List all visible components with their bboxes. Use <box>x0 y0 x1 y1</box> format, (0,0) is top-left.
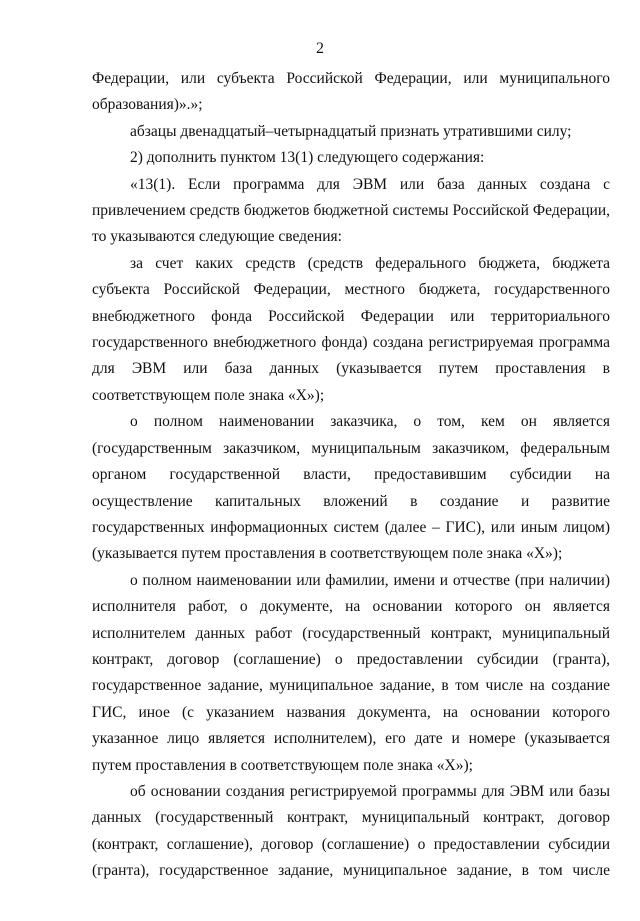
paragraph-continuation: Федерации, или субъекта Российской Федерации, или муниципального образования)».»; <box>92 70 610 114</box>
paragraph-customer: о полном наименовании заказчика, о том, кем он является (государственным заказчиком, муниципальным заказчиком, федеральным органом государственной власти, предоставившим субсидии на осуществление капитальных вложений в создание и развитие государственных информационных систем (далее – ГИС), или иным лицом) (указывается путем проставления в соответствующем поле знака «Х»); <box>92 413 610 563</box>
paragraph-funding-source: за счет каких средств (средств федерального бюджета, бюджета субъекта Российской Федерации, местного бюджета, государственного внебюджетного фонда Российской Федерации или территориального государственного внебюджетного фонда) создана регистрируемая программа для ЭВМ или база данных (указывается путем проставления в соответствующем поле знака «Х»); <box>92 254 610 404</box>
page-number: 2 <box>316 40 324 57</box>
paragraph-amendment-intro: 2) дополнить пунктом 13(1) следующего содержания: <box>130 149 485 167</box>
document-body <box>92 66 610 885</box>
paragraph-repeal: абзацы двенадцатый–четырнадцатый признать утратившими силу; <box>130 122 572 140</box>
paragraph-contractor: о полном наименовании или фамилии, имени и отчестве (при наличии) исполнителя работ, о документе, на основании которого он является исполнителем данных работ (государственный контракт, муниципальный контракт, договор (соглашение) о предоставлении субсидии (гранта), государственное задание, муниципальное задание, в том числе на создание ГИС, иное (с указанием названия документа, на основании которого указанное лицо является исполнителем), его дате и номере (указывается путем проставления в соответствующем поле знака «Х»); <box>92 571 610 774</box>
paragraph-clause-13-1: «13(1). Если программа для ЭВМ или база данных создана с привлечением средств бюджетов бюджетной системы Российской Федерации, то указываются следующие сведения: <box>92 175 610 246</box>
paragraph-creation-basis: об основании создания регистрируемой программы для ЭВМ или базы данных (государственный контракт, муниципальный контракт, договор (контракт, соглашение), договор (соглашение) о предоставлении субсидии (гранта), государственное задание, муниципальное задание, в том числе <box>92 782 610 880</box>
